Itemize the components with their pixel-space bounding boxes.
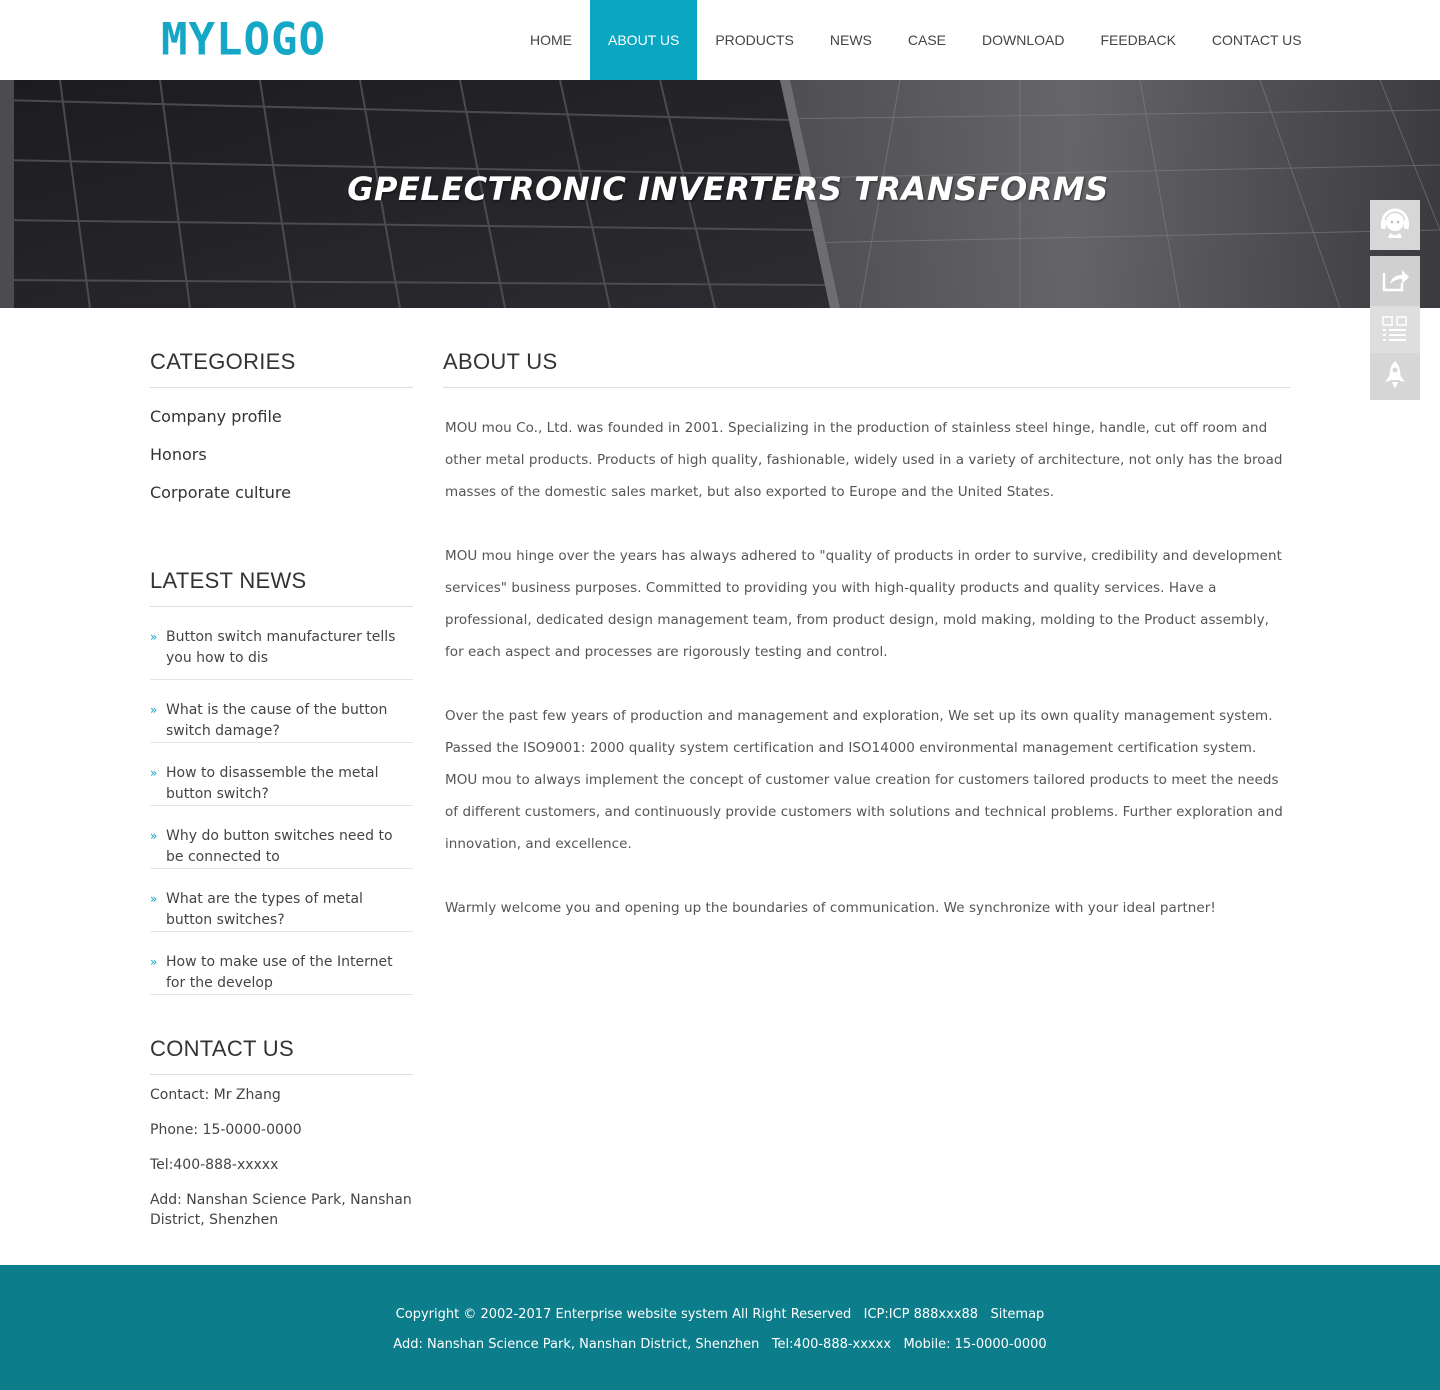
contact-heading: CONTACT US [150, 995, 413, 1075]
footer-icp-link[interactable]: ICP:ICP 888xxx88 [863, 1307, 979, 1322]
qrcode-button[interactable] [1370, 306, 1420, 353]
news-item[interactable] [150, 869, 413, 932]
contact-tel: Tel:400-888-xxxxx [150, 1157, 279, 1173]
bullet-chevron-icon: » [150, 703, 158, 717]
bullet-chevron-icon: » [150, 892, 158, 906]
news-item[interactable] [150, 806, 413, 869]
banner-title: GPELECTRONIC INVERTERS TRANSFORMS [347, 170, 1109, 208]
logo-text: MYLOGO [161, 13, 326, 66]
about-paragraph: Over the past few years of production and management and exploration, We set up its own quality management system. Passed the ISO9001: 2000 quality system certification and ISO14000 environmental management certification system. MOU mou to always implement the concept of customer value creation for customers tailored products to meet the needs of different customers, and continuously provide customers with solutions and technical problems. Further exploration and innovation, and excellence. [445, 708, 1283, 852]
site-footer [0, 1265, 1440, 1390]
footer-address: Add: Nanshan Science Park, Nanshan District, Shenzhen [393, 1337, 760, 1352]
site-logo[interactable] [161, 13, 326, 66]
bullet-chevron-icon: » [150, 766, 158, 780]
floating-toolbar [1370, 200, 1420, 400]
news-item[interactable] [150, 932, 413, 995]
nav-news[interactable]: NEWS [829, 32, 872, 48]
news-item[interactable] [150, 743, 413, 806]
qrcode-icon [1381, 315, 1409, 345]
news-item[interactable] [150, 607, 413, 680]
news-item-title: Button switch manufacturer tells you how to dis [166, 629, 396, 666]
latest-news-heading: LATEST NEWS [150, 519, 413, 607]
about-paragraph: Warmly welcome you and opening up the boundaries of communication. We synchronize with your ideal partner! [445, 900, 1216, 916]
share-button[interactable] [1370, 256, 1420, 306]
bullet-chevron-icon: » [150, 630, 158, 644]
footer-copyright-line [0, 1307, 1440, 1322]
news-item-title: How to disassemble the metal button switch? [166, 765, 379, 802]
categories-heading: CATEGORIES [150, 308, 413, 388]
site-header [0, 0, 1440, 80]
nav-products[interactable]: PRODUCTS [715, 32, 794, 48]
contact-phone: Phone: 15-0000-0000 [150, 1122, 302, 1138]
back-to-top-rocket-icon [1383, 360, 1407, 394]
footer-mobile: Mobile: 15-0000-0000 [903, 1337, 1047, 1352]
contact-address: Add: Nanshan Science Park, Nanshan District, Shenzhen [150, 1192, 412, 1228]
contact-person: Contact: Mr Zhang [150, 1087, 281, 1103]
latest-news-list [150, 607, 413, 995]
page-title: ABOUT US [443, 308, 1290, 388]
categories-list [150, 388, 413, 519]
nav-feedback[interactable]: FEEDBACK [1100, 32, 1176, 48]
footer-tel: Tel:400-888-xxxxx [771, 1337, 892, 1352]
left-sidebar [150, 308, 413, 1245]
main-content [443, 308, 1290, 956]
footer-sitemap-link[interactable]: Sitemap [990, 1307, 1045, 1322]
share-icon [1380, 264, 1410, 298]
news-item-title: What are the types of metal button switches? [166, 891, 363, 928]
customer-service-button[interactable] [1370, 200, 1420, 250]
contact-info [150, 1075, 413, 1230]
category-honors[interactable]: Honors [150, 445, 207, 464]
about-text [443, 388, 1290, 924]
about-paragraph: MOU mou hinge over the years has always adhered to "quality of products in order to survive, credibility and development services" business purposes. Committed to providing you with high-quality products and quality services. Have a professional, dedicated design management team, from product design, mold making, molding to the Product assembly, for each aspect and processes are rigorously testing and control. [445, 548, 1282, 660]
nav-contact-us[interactable]: CONTACT US [1211, 32, 1302, 48]
footer-contact-line [0, 1337, 1440, 1352]
nav-about-us[interactable]: ABOUT US [590, 0, 697, 80]
nav-download[interactable]: DOWNLOAD [982, 32, 1065, 48]
news-item-title: How to make use of the Internet for the develop [166, 954, 393, 991]
footer-copyright: Copyright © 2002-2017 Enterprise website system All Right Reserved [395, 1307, 852, 1322]
category-company-profile[interactable]: Company profile [150, 407, 282, 426]
category-corporate-culture[interactable]: Corporate culture [150, 483, 291, 502]
about-paragraph: MOU mou Co., Ltd. was founded in 2001. Specializing in the production of stainless steel hinge, handle, cut off room and other metal products. Products of high quality, fashionable, widely used in a variety of architecture, not only has the broad masses of the domestic sales market, but also exported to Europe and the United States. [445, 420, 1283, 500]
customer-service-icon [1378, 206, 1412, 244]
news-item[interactable] [150, 680, 413, 743]
back-to-top-button[interactable] [1370, 353, 1420, 400]
bullet-chevron-icon: » [150, 955, 158, 969]
nav-home[interactable]: HOME [530, 32, 572, 48]
bullet-chevron-icon: » [150, 829, 158, 843]
nav-case[interactable]: CASE [907, 32, 946, 48]
main-nav [512, 0, 1320, 80]
hero-banner [0, 80, 1440, 308]
news-item-title: What is the cause of the button switch damage? [166, 702, 388, 739]
news-item-title: Why do button switches need to be connected to [166, 828, 393, 865]
